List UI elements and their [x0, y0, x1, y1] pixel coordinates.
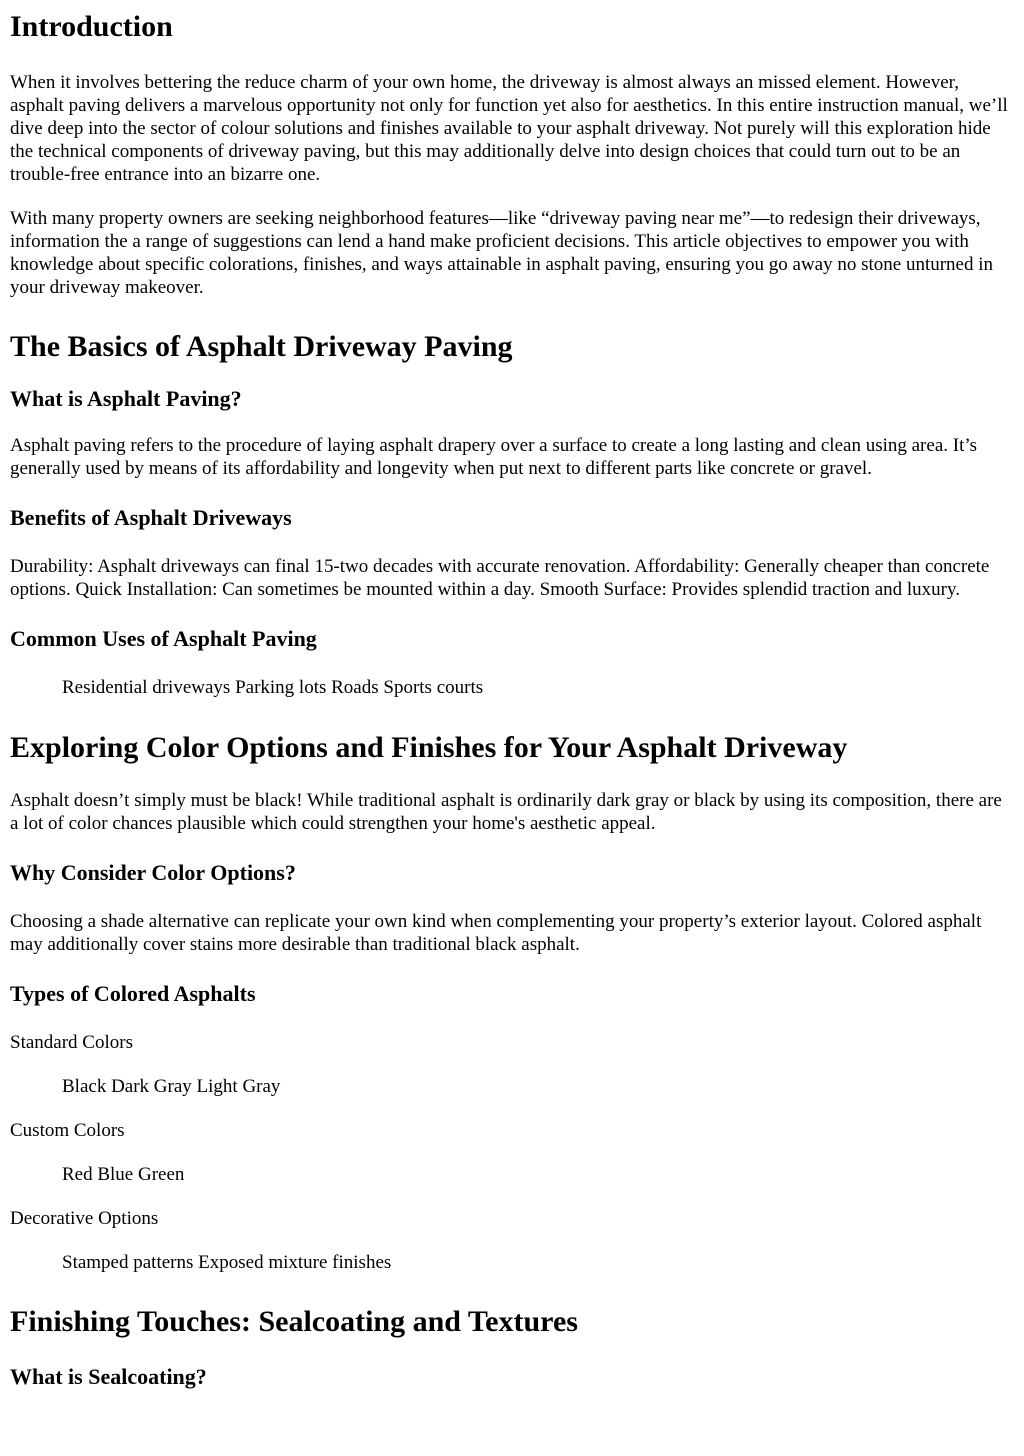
intro-paragraph-2: With many property owners are seeking neighborhood features—like “driveway paving near me”—to redesign their driveways, information the a range of suggestions can lend a hand make proficient decisions. This article objectives to empower you with knowledge about specific colorations, finishes, and ways attainable in asphalt paving, ensuring you go away no stone unturned in your driveway makeover.	[10, 208, 994, 298]
benefits-text: Durability: Asphalt driveways can final 15-two decades with accurate renovation. Affordability: Generally cheaper than concrete options. Quick Installation: Can sometimes be mounted within a day. Smooth Surface: Provides splendid traction and luxury.	[10, 556, 990, 600]
heading-why-consider-color: Why Consider Color Options?	[10, 860, 296, 885]
standard-colors-list: Black Dark Gray Light Gray	[62, 1076, 281, 1097]
intro-paragraph-1: When it involves bettering the reduce charm of your own home, the driveway is almost always an missed element. However, asphalt paving delivers a marvelous opportunity not only for function yet also for aesthetics. In this entire instruction manual, we’ll dive deep into the sector of colour solutions and finishes available to your asphalt driveway. Not purely will this exploration hide the technical components of driveway paving, but this may additionally delve into design choices that could turn out to be an trouble-free entrance into an bizarre one.	[10, 72, 1008, 185]
what-is-asphalt-paving-text: Asphalt paving refers to the procedure of laying asphalt drapery over a surface to create a long lasting and clean using area. It’s generally used by means of its affordability and longevity when put next to different parts like concrete or gravel.	[10, 435, 978, 479]
heading-types-of-colored-asphalts: Types of Colored Asphalts	[10, 981, 256, 1006]
custom-colors-list: Red Blue Green	[62, 1164, 185, 1185]
heading-basics: The Basics of Asphalt Driveway Paving	[10, 330, 513, 363]
heading-common-uses: Common Uses of Asphalt Paving	[10, 626, 317, 651]
standard-colors-label: Standard Colors	[10, 1032, 133, 1053]
article	[0, 10, 1024, 1390]
custom-colors-label: Custom Colors	[10, 1120, 125, 1141]
heading-introduction: Introduction	[10, 10, 173, 43]
why-consider-color-text: Choosing a shade alternative can replicate your own kind when complementing your property’s exterior layout. Colored asphalt may additionally cover stains more desirable than traditional black asphalt.	[10, 911, 982, 955]
heading-what-is-asphalt-paving: What is Asphalt Paving?	[10, 386, 242, 411]
decorative-options-label: Decorative Options	[10, 1208, 159, 1229]
heading-what-is-sealcoating: What is Sealcoating?	[10, 1364, 207, 1389]
heading-color-options: Exploring Color Options and Finishes for Your Asphalt Driveway	[10, 731, 848, 764]
color-options-intro-text: Asphalt doesn’t simply must be black! While traditional asphalt is ordinarily dark gray or black by using its composition, there are a lot of color chances plausible which could strengthen your home's aesthetic appeal.	[10, 790, 1002, 834]
heading-finishing-touches: Finishing Touches: Sealcoating and Textures	[10, 1305, 578, 1338]
common-uses-list: Residential driveways Parking lots Roads Sports courts	[62, 677, 484, 698]
heading-benefits: Benefits of Asphalt Driveways	[10, 505, 292, 530]
decorative-options-list: Stamped patterns Exposed mixture finishes	[62, 1252, 392, 1273]
